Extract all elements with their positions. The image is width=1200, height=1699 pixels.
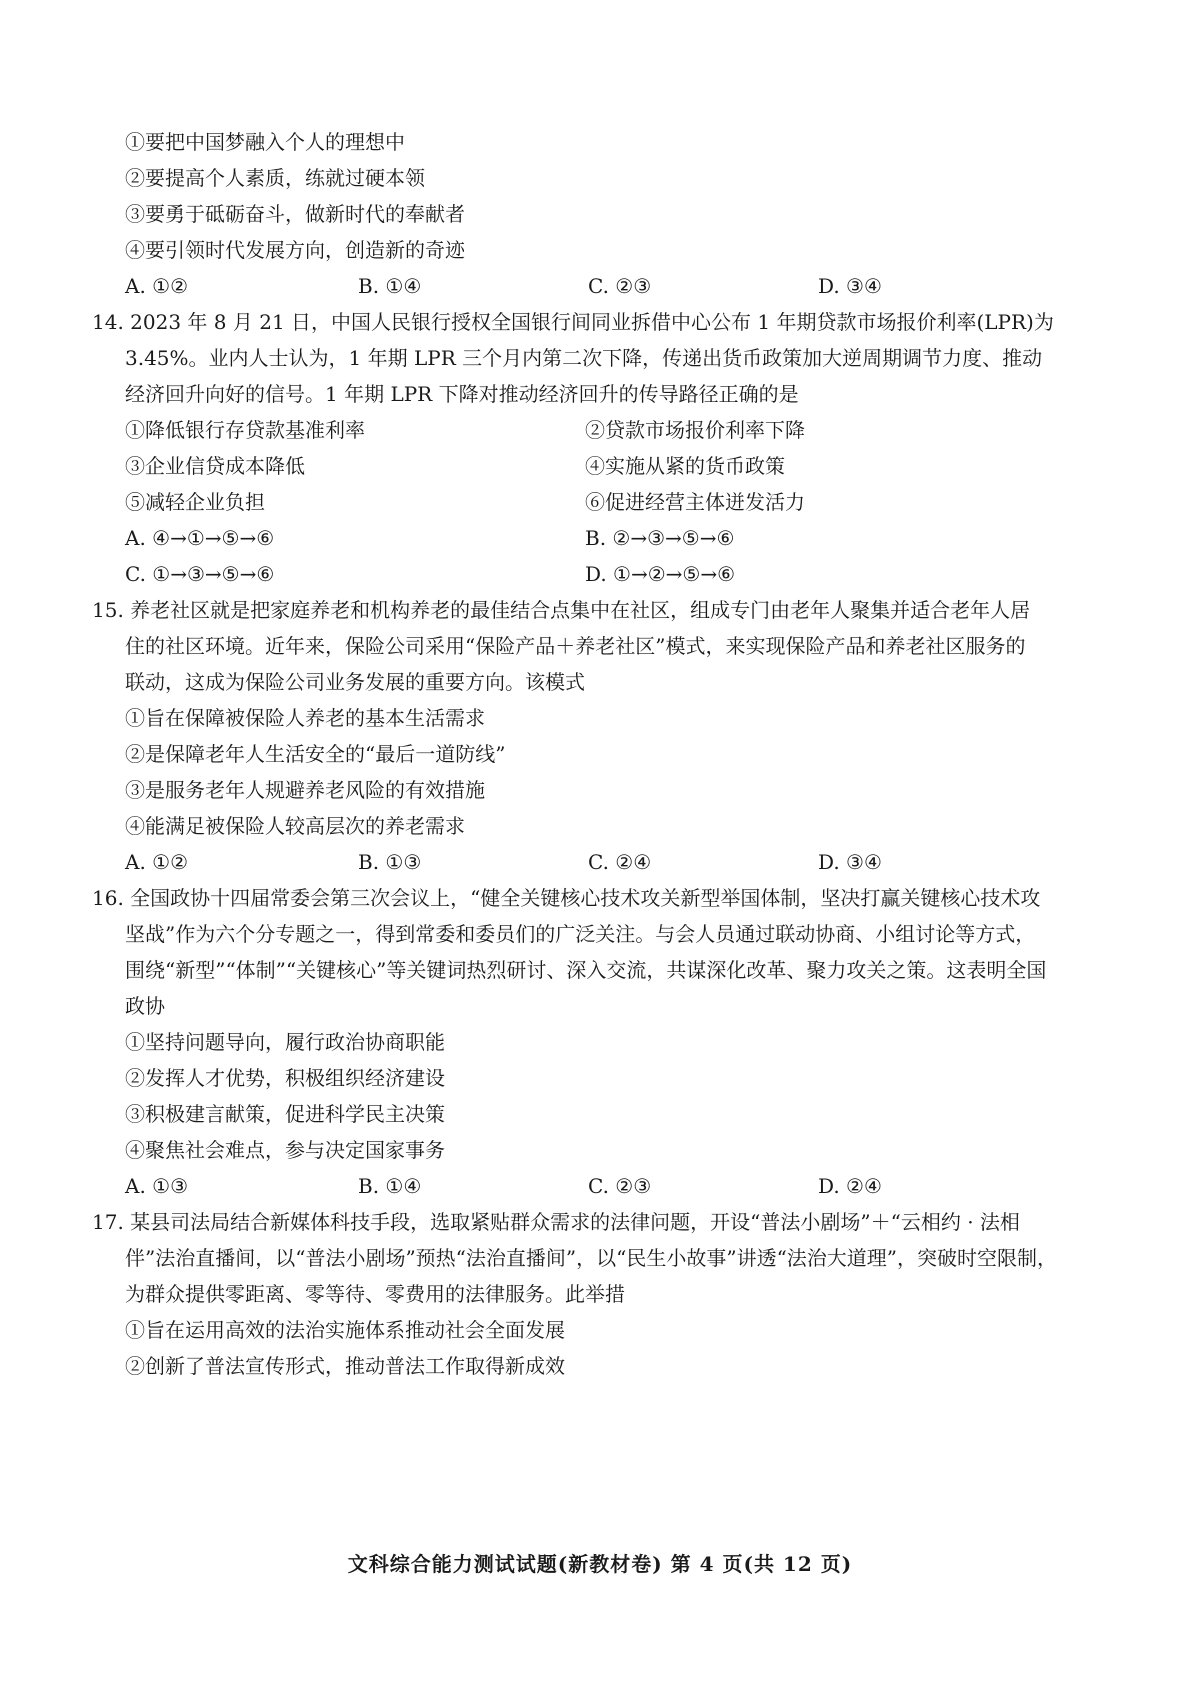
- option-item: ②是保障老年人生活安全的“最后一道防线”: [125, 742, 506, 766]
- answer-choice-a: A. ①②: [125, 274, 189, 298]
- option-item: ①要把中国梦融入个人的理想中: [125, 130, 405, 154]
- answer-choice-d: D. ①→②→⑤→⑥: [585, 562, 736, 586]
- option-item: ②创新了普法宣传形式，推动普法工作取得新成效: [125, 1354, 565, 1378]
- option-item: ①降低银行存贷款基准利率: [125, 418, 365, 442]
- question-stem-line: 经济回升向好的信号。1 年期 LPR 下降对推动经济回升的传导路径正确的是: [125, 382, 799, 406]
- question-stem-line: 坚战”作为六个分专题之一，得到常委和委员们的广泛关注。与会人员通过联动协商、小组讨论等方式，: [125, 922, 1036, 946]
- question-stem-line: 住的社区环境。近年来，保险公司采用“保险产品＋养老社区”模式，来实现保险产品和养老社区服务的: [125, 634, 1026, 658]
- option-item: ①旨在保障被保险人养老的基本生活需求: [125, 706, 485, 730]
- question-stem-line: 围绕“新型”“体制”“关键核心”等关键词热烈研讨、深入交流，共谋深化改革、聚力攻关之策。这表明全国: [125, 958, 1047, 982]
- question-stem-line: 政协: [125, 994, 165, 1018]
- question-stem-line: 16. 全国政协十四届常委会第三次会议上，“健全关键核心技术攻关新型举国体制，坚决打赢关键核心技术攻: [92, 886, 1041, 910]
- option-item: ③积极建言献策，促进科学民主决策: [125, 1102, 445, 1126]
- option-item: ③是服务老年人规避养老风险的有效措施: [125, 778, 485, 802]
- answer-choice-a: A. ①③: [125, 1174, 189, 1198]
- option-item: ①坚持问题导向，履行政治协商职能: [125, 1030, 445, 1054]
- answer-choice-b: B. ①④: [358, 1174, 422, 1198]
- option-item: ④实施从紧的货币政策: [585, 454, 785, 478]
- answer-choice-b: B. ①④: [358, 274, 422, 298]
- answer-choice-a: A. ①②: [125, 850, 189, 874]
- question-stem-line: 14. 2023 年 8 月 21 日，中国人民银行授权全国银行间同业拆借中心公布 1 年期贷款市场报价利率(LPR)为: [92, 310, 1054, 334]
- question-stem-line: 3.45%。业内人士认为，1 年期 LPR 三个月内第二次下降，传递出货币政策加大逆周期调节力度、推动: [125, 346, 1043, 370]
- question-stem-line: 为群众提供零距离、零等待、零费用的法律服务。此举措: [125, 1282, 625, 1306]
- option-item: ①旨在运用高效的法治实施体系推动社会全面发展: [125, 1318, 565, 1342]
- question-stem-line: 伴”法治直播间，以“普法小剧场”预热“法治直播间”，以“民生小故事”讲透“法治大道理”，突破时空限制，: [125, 1246, 1058, 1270]
- answer-choice-a: A. ④→①→⑤→⑥: [125, 526, 275, 550]
- answer-choice-c: C. ①→③→⑤→⑥: [125, 562, 275, 586]
- question-stem-line: 15. 养老社区就是把家庭养老和机构养老的最佳结合点集中在社区，组成专门由老年人聚集并适合老年人居: [92, 598, 1031, 622]
- question-stem-line: 联动，这成为保险公司业务发展的重要方向。该模式: [125, 670, 585, 694]
- answer-choice-d: D. ③④: [818, 850, 882, 874]
- option-item: ②发挥人才优势，积极组织经济建设: [125, 1066, 445, 1090]
- option-item: ②贷款市场报价利率下降: [585, 418, 805, 442]
- answer-choice-c: C. ②④: [588, 850, 652, 874]
- answer-choice-b: B. ②→③→⑤→⑥: [585, 526, 735, 550]
- answer-choice-c: C. ②③: [588, 1174, 652, 1198]
- answer-choice-b: B. ①③: [358, 850, 422, 874]
- option-item: ③企业信贷成本降低: [125, 454, 305, 478]
- option-item: ③要勇于砥砺奋斗，做新时代的奉献者: [125, 202, 465, 226]
- answer-choice-d: D. ③④: [818, 274, 882, 298]
- question-stem-line: 17. 某县司法局结合新媒体科技手段，选取紧贴群众需求的法律问题，开设“普法小剧场”＋“云相约 · 法相: [92, 1210, 1020, 1234]
- option-item: ⑤减轻企业负担: [125, 490, 265, 514]
- answer-choice-c: C. ②③: [588, 274, 652, 298]
- option-item: ④要引领时代发展方向，创造新的奇迹: [125, 238, 465, 262]
- option-item: ⑥促进经营主体迸发活力: [585, 490, 805, 514]
- page-footer: 文科综合能力测试试题(新教材卷) 第 4 页(共 12 页): [347, 1552, 853, 1576]
- option-item: ②要提高个人素质，练就过硬本领: [125, 166, 425, 190]
- answer-choice-d: D. ②④: [818, 1174, 882, 1198]
- option-item: ④聚焦社会难点，参与决定国家事务: [125, 1138, 445, 1162]
- option-item: ④能满足被保险人较高层次的养老需求: [125, 814, 465, 838]
